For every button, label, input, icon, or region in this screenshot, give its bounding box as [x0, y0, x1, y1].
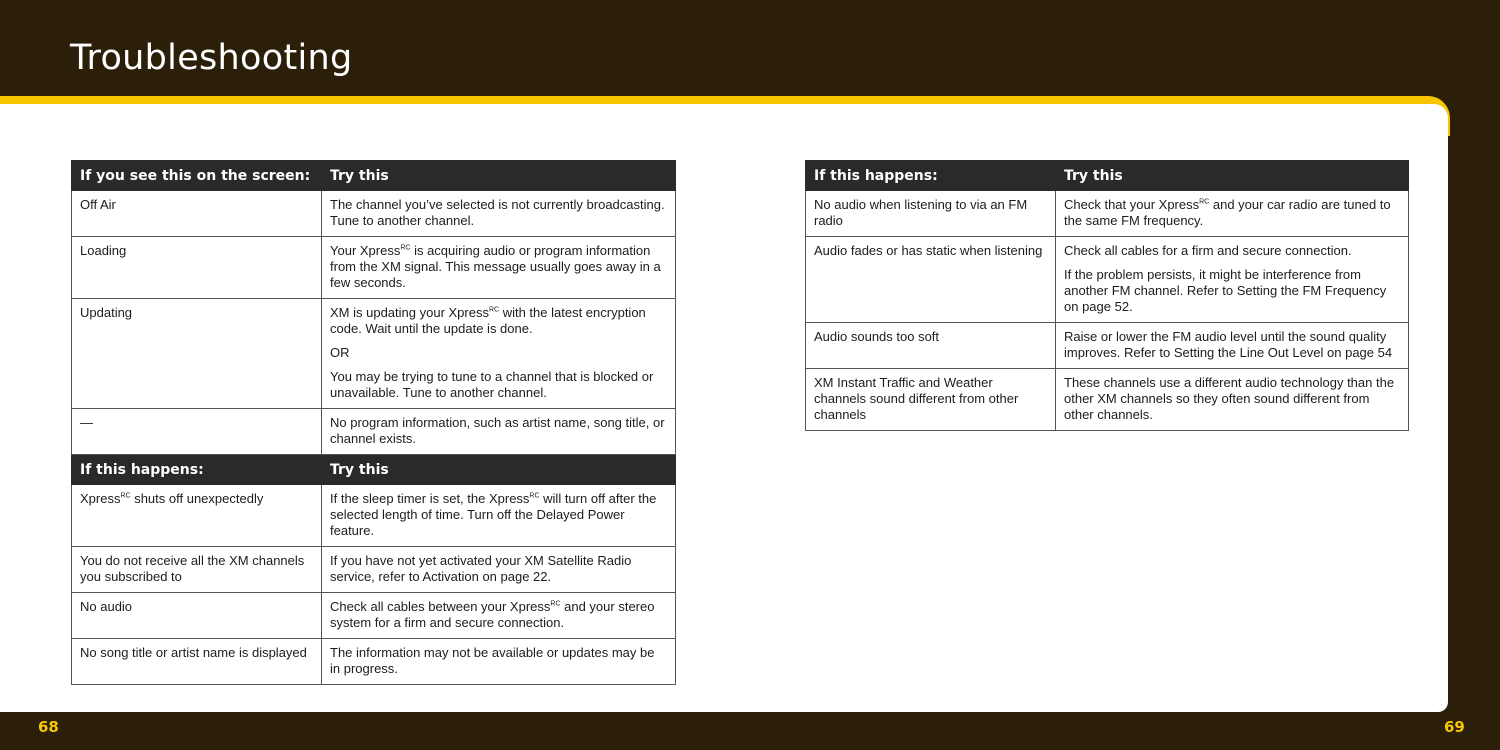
fix-cell [322, 639, 676, 685]
table-header-row [806, 161, 1409, 191]
issue-cell: No audio when listening to via an FM radio [806, 191, 1056, 237]
fix-cell [322, 299, 676, 409]
issue-cell: No audio [72, 593, 322, 639]
fix-cell [1056, 237, 1409, 323]
fix-paragraph: Check all cables between your Xpress$^{RC}$ and your stereo system for a firm and secure connection. [330, 599, 655, 630]
right-troubleshooting-table [805, 160, 1409, 431]
left-troubleshooting-table [71, 160, 676, 685]
fix-cell [1056, 369, 1409, 431]
fix-paragraph: These channels use a different audio technology than the other XM channels so they often sound different from other channels. [1064, 375, 1395, 422]
fix-paragraph: If the sleep timer is set, the Xpress$^{RC}$ will turn off after the selected length of time. Turn off the Delayed Power feature. [330, 491, 657, 538]
issue-cell: Audio fades or has static when listening [806, 237, 1056, 323]
table-row [72, 547, 676, 593]
page-number-right: 69 [1444, 718, 1465, 736]
issue-cell: Updating [72, 299, 322, 409]
rc-superscript: RC [1199, 198, 1210, 206]
column-header-issue: If this happens: [806, 161, 1056, 191]
issue-cell: No song title or artist name is displayed [72, 639, 322, 685]
table-row [806, 191, 1409, 237]
fix-paragraph: Check that your Xpress$^{RC}$ and your car radio are tuned to the same FM frequency. [1064, 197, 1391, 228]
fix-paragraph: If you have not yet activated your XM Satellite Radio service, refer to Activation on page 22. [330, 553, 632, 584]
table-row [806, 323, 1409, 369]
issue-cell: Off Air [72, 191, 322, 237]
column-header-fix: Try this [322, 161, 676, 191]
table-row [72, 639, 676, 685]
rc-superscript: RC [488, 306, 500, 314]
table-row [72, 409, 676, 455]
table-header-row [72, 161, 676, 191]
column-header-fix: Try this [1056, 161, 1409, 191]
table-row [806, 369, 1409, 431]
fix-paragraph: Your Xpress$^{RC}$ is acquiring audio or program information from the XM signal. This message usually goes away in a few seconds. [330, 243, 661, 290]
table-row [72, 237, 676, 299]
fix-paragraph: You may be trying to tune to a channel that is blocked or unavailable. Tune to another channel. [330, 369, 654, 400]
fix-cell [1056, 323, 1409, 369]
issue-cell: You do not receive all the XM channels you subscribed to [72, 547, 322, 593]
column-header-issue: If this happens: [72, 455, 322, 485]
fix-paragraph: Raise or lower the FM audio level until the sound quality improves. Refer to Setting the Line Out Level on page 54 [1064, 329, 1393, 360]
page-number-left: 68 [38, 718, 59, 736]
column-header-fix: Try this [322, 455, 676, 485]
fix-paragraph: If the problem persists, it might be interference from another FM channel. Refer to Setting the FM Frequency on page 52. [1064, 267, 1387, 314]
table-row [72, 299, 676, 409]
table-row [72, 593, 676, 639]
fix-paragraph: XM is updating your Xpress$^{RC}$ with the latest encryption code. Wait until the update is done. [330, 305, 646, 336]
fix-cell [1056, 191, 1409, 237]
issue-cell: Loading [72, 237, 322, 299]
fix-cell [322, 485, 676, 547]
page-title: Troubleshooting [70, 38, 353, 78]
rc-superscript: RC [529, 492, 540, 500]
fix-paragraph: OR [330, 345, 350, 360]
fix-cell [322, 409, 676, 455]
fix-paragraph: Check all cables for a firm and secure connection. [1064, 243, 1352, 258]
rc-superscript: RC [400, 244, 411, 252]
fix-paragraph: No program information, such as artist name, song title, or channel exists. [330, 415, 665, 446]
issue-cell: Xpress$^{RC}$ shuts off unexpectedly [72, 485, 322, 547]
issue-cell: XM Instant Traffic and Weather channels sound different from other channels [806, 369, 1056, 431]
fix-cell [322, 237, 676, 299]
column-header-issue: If you see this on the screen: [72, 161, 322, 191]
fix-paragraph: The information may not be available or updates may be in progress. [330, 645, 655, 676]
table-row [72, 485, 676, 547]
issue-cell: Audio sounds too soft [806, 323, 1056, 369]
rc-superscript: RC [550, 600, 561, 608]
fix-cell [322, 593, 676, 639]
table-row [806, 237, 1409, 323]
fix-cell [322, 191, 676, 237]
rc-superscript: RC [120, 492, 131, 500]
fix-cell [322, 547, 676, 593]
issue-cell: — [72, 409, 322, 455]
fix-paragraph: The channel you’ve selected is not currently broadcasting. Tune to another channel. [330, 197, 665, 228]
table-header-row [72, 455, 676, 485]
table-row [72, 191, 676, 237]
